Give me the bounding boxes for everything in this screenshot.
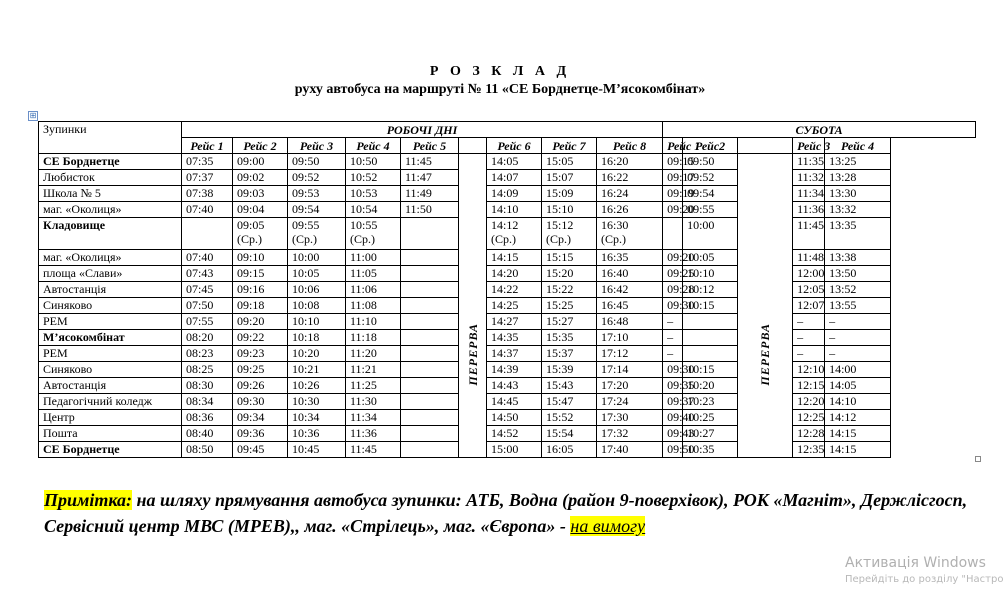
time-cell: 09:03 xyxy=(233,186,288,202)
stop-name: М’ясокомбінат xyxy=(39,330,182,346)
time-cell: 13:52 xyxy=(825,282,891,298)
time-cell: 07:35 xyxy=(182,154,233,170)
time-cell: 10:05 xyxy=(288,266,346,282)
time-cell: 10:18 xyxy=(288,330,346,346)
time-cell: 16:48 xyxy=(597,314,663,330)
time-cell: 10:30 xyxy=(288,394,346,410)
time-cell xyxy=(182,218,233,250)
time-cell: 10:45 xyxy=(288,442,346,458)
time-cell: 10:00 xyxy=(683,218,738,250)
time-cell: 11:10 xyxy=(346,314,401,330)
time-cell: 08:30 xyxy=(182,378,233,394)
time-cell: 15:09 xyxy=(542,186,597,202)
stop-name: РЕМ xyxy=(39,346,182,362)
time-cell: 10:15 xyxy=(683,298,738,314)
table-row xyxy=(39,426,976,442)
saturday-header: СУБОТА xyxy=(663,122,976,138)
time-cell xyxy=(401,378,459,394)
time-cell: 10:54 xyxy=(346,202,401,218)
time-cell: 11:50 xyxy=(401,202,459,218)
stop-name: Центр xyxy=(39,410,182,426)
time-cell: 13:28 xyxy=(825,170,891,186)
table-row xyxy=(39,282,976,298)
time-cell: 09:25 xyxy=(663,266,683,282)
table-row xyxy=(39,330,976,346)
table-row xyxy=(39,170,976,186)
time-cell: 10:26 xyxy=(288,378,346,394)
time-cell: 13:55 xyxy=(825,298,891,314)
time-cell: 12:00 xyxy=(793,266,825,282)
time-cell: 10:00 xyxy=(288,250,346,266)
time-cell xyxy=(663,218,683,250)
time-cell: 14:07 xyxy=(487,170,542,186)
time-cell: 15:10 xyxy=(542,202,597,218)
time-cell: 15:25 xyxy=(542,298,597,314)
time-cell: 16:22 xyxy=(597,170,663,186)
time-cell: 16:40 xyxy=(597,266,663,282)
time-cell: 11:45 xyxy=(346,442,401,458)
time-cell xyxy=(683,330,738,346)
time-cell: 14:05 xyxy=(487,154,542,170)
time-cell: 12:20 xyxy=(793,394,825,410)
time-cell: 14:20 xyxy=(487,266,542,282)
timetable xyxy=(38,121,976,458)
time-cell: 14:27 xyxy=(487,314,542,330)
trip-header: Рейс 5 xyxy=(401,138,459,154)
windows-activation-watermark: Активація Windows xyxy=(845,555,986,571)
time-cell: 09:55 (Ср.) xyxy=(288,218,346,250)
time-cell: 15:37 xyxy=(542,346,597,362)
time-cell: 11:18 xyxy=(346,330,401,346)
time-cell: 14:12 (Ср.) xyxy=(487,218,542,250)
note-label: Примітка: xyxy=(44,490,133,510)
time-cell: – xyxy=(663,346,683,362)
time-cell: 08:36 xyxy=(182,410,233,426)
time-cell: 09:20 xyxy=(233,314,288,330)
stop-name: площа «Слави» xyxy=(39,266,182,282)
time-cell: 17:24 xyxy=(597,394,663,410)
stop-name: Педагогічний коледж xyxy=(39,394,182,410)
time-cell: 12:07 xyxy=(793,298,825,314)
time-cell: 09:52 xyxy=(288,170,346,186)
time-cell: 09:26 xyxy=(233,378,288,394)
table-row xyxy=(39,314,976,330)
time-cell: 07:40 xyxy=(182,202,233,218)
table-row xyxy=(39,346,976,362)
time-cell: 09:30 xyxy=(663,362,683,378)
time-cell: 11:06 xyxy=(346,282,401,298)
time-cell: 10:10 xyxy=(683,266,738,282)
time-cell: 11:21 xyxy=(346,362,401,378)
time-cell: 12:05 xyxy=(793,282,825,298)
time-cell: 09:50 xyxy=(663,442,683,458)
time-cell: 09:23 xyxy=(233,346,288,362)
time-cell: 14:10 xyxy=(487,202,542,218)
time-cell: 10:20 xyxy=(683,378,738,394)
time-cell: 07:37 xyxy=(182,170,233,186)
time-cell: 09:15 xyxy=(233,266,288,282)
time-cell xyxy=(401,410,459,426)
time-cell: 10:34 xyxy=(288,410,346,426)
time-cell: 09:15 xyxy=(663,154,683,170)
table-row xyxy=(39,362,976,378)
time-cell: 15:52 xyxy=(542,410,597,426)
time-cell: 10:55 (Ср.) xyxy=(346,218,401,250)
time-cell: 10:35 xyxy=(683,442,738,458)
time-cell: 09:54 xyxy=(683,186,738,202)
time-cell: 14:22 xyxy=(487,282,542,298)
time-cell: 09:00 xyxy=(233,154,288,170)
time-cell: 14:12 xyxy=(825,410,891,426)
time-cell: – xyxy=(663,330,683,346)
time-cell: 16:35 xyxy=(597,250,663,266)
time-cell: 15:07 xyxy=(542,170,597,186)
trip-header: Рейс 4 xyxy=(346,138,401,154)
time-cell: 14:15 xyxy=(487,250,542,266)
time-cell: 10:06 xyxy=(288,282,346,298)
time-cell: 10:20 xyxy=(288,346,346,362)
time-cell: 17:12 xyxy=(597,346,663,362)
time-cell: 13:25 xyxy=(825,154,891,170)
trip-header: Рейс 4 xyxy=(825,138,891,154)
time-cell: 17:10 xyxy=(597,330,663,346)
time-cell: 12:15 xyxy=(793,378,825,394)
time-cell xyxy=(401,362,459,378)
time-cell: 14:50 xyxy=(487,410,542,426)
time-cell: 09:22 xyxy=(233,330,288,346)
stop-name: РЕМ xyxy=(39,314,182,330)
time-cell: 07:55 xyxy=(182,314,233,330)
trip-header-gap xyxy=(459,138,487,154)
time-cell xyxy=(401,426,459,442)
time-cell: 09:10 xyxy=(233,250,288,266)
time-cell: 10:53 xyxy=(346,186,401,202)
trip-header-gap xyxy=(738,138,793,154)
time-cell: 16:42 xyxy=(597,282,663,298)
note-text: на шляху прямування автобуса зупинки: АТБ, Водна (район 9-поверхівок), РОК «Магніт», Держлісгосп, Сервісний центр МВС (МРЕВ),, маг. «Стрілець», маг. «Європа» - xyxy=(44,490,968,536)
time-cell xyxy=(401,394,459,410)
time-cell xyxy=(401,346,459,362)
time-cell: 11:34 xyxy=(793,186,825,202)
time-cell: 08:40 xyxy=(182,426,233,442)
time-cell: 09:54 xyxy=(288,202,346,218)
time-cell: 17:32 xyxy=(597,426,663,442)
time-cell: 14:37 xyxy=(487,346,542,362)
time-cell: 15:15 xyxy=(542,250,597,266)
time-cell xyxy=(683,346,738,362)
time-cell: 07:45 xyxy=(182,282,233,298)
time-cell: 08:20 xyxy=(182,330,233,346)
time-cell: 12:35 xyxy=(793,442,825,458)
time-cell: 09:50 xyxy=(288,154,346,170)
time-cell: 07:40 xyxy=(182,250,233,266)
table-row xyxy=(39,186,976,202)
time-cell: 07:38 xyxy=(182,186,233,202)
time-cell: 10:27 xyxy=(683,426,738,442)
time-cell: 14:00 xyxy=(825,362,891,378)
time-cell: 15:35 xyxy=(542,330,597,346)
time-cell: 10:50 xyxy=(346,154,401,170)
trip-header: Рейс2 xyxy=(683,138,738,154)
time-cell: 14:05 xyxy=(825,378,891,394)
stop-name: Синяково xyxy=(39,362,182,378)
time-cell: – xyxy=(793,330,825,346)
time-cell: 15:00 xyxy=(487,442,542,458)
time-cell: 15:05 xyxy=(542,154,597,170)
time-cell: 10:36 xyxy=(288,426,346,442)
break-column-workdays xyxy=(459,154,487,458)
time-cell: 09:05 (Ср.) xyxy=(233,218,288,250)
table-row xyxy=(39,154,976,170)
stop-name: Школа № 5 xyxy=(39,186,182,202)
trip-header: Рейс 7 xyxy=(542,138,597,154)
time-cell xyxy=(401,250,459,266)
time-cell: 16:30 (Ср.) xyxy=(597,218,663,250)
time-cell: 13:38 xyxy=(825,250,891,266)
time-cell: 10:05 xyxy=(683,250,738,266)
table-row xyxy=(39,394,976,410)
break-column-saturday xyxy=(738,154,793,458)
time-cell xyxy=(401,266,459,282)
time-cell: 14:15 xyxy=(825,426,891,442)
table-row xyxy=(39,298,976,314)
time-cell xyxy=(401,330,459,346)
schedule-subtitle: руху автобуса на маршруті № 11 «СЕ Борднетце-М’ясокомбінат» xyxy=(294,82,706,97)
time-cell: 09:30 xyxy=(663,298,683,314)
time-cell: 15:39 xyxy=(542,362,597,378)
time-cell xyxy=(683,314,738,330)
time-cell: 11:49 xyxy=(401,186,459,202)
time-cell: 14:15 xyxy=(825,442,891,458)
time-cell: 09:02 xyxy=(233,170,288,186)
table-row xyxy=(39,218,976,250)
time-cell: 09:45 xyxy=(233,442,288,458)
time-cell: 09:55 xyxy=(683,202,738,218)
time-cell: 11:47 xyxy=(401,170,459,186)
time-cell: 13:35 xyxy=(825,218,891,250)
stop-name: Автостанція xyxy=(39,378,182,394)
time-cell: 11:35 xyxy=(793,154,825,170)
windows-activation-subtext: Перейдіть до розділу "Настро xyxy=(845,574,1003,585)
time-cell: 09:50 xyxy=(683,154,738,170)
stop-name: Синяково xyxy=(39,298,182,314)
time-cell: 10:21 xyxy=(288,362,346,378)
time-cell: 09:28 xyxy=(663,282,683,298)
break-label-workdays: ПЕРЕРВА xyxy=(465,322,480,386)
time-cell: 12:25 xyxy=(793,410,825,426)
time-cell: 09:20 xyxy=(663,202,683,218)
time-cell: 17:14 xyxy=(597,362,663,378)
time-cell: 10:08 xyxy=(288,298,346,314)
time-cell: 11:36 xyxy=(793,202,825,218)
table-resize-handle[interactable] xyxy=(975,456,981,462)
time-cell: 17:40 xyxy=(597,442,663,458)
time-cell: 11:25 xyxy=(346,378,401,394)
table-row xyxy=(39,378,976,394)
time-cell: 09:20 xyxy=(663,250,683,266)
table-row xyxy=(39,410,976,426)
time-cell: – xyxy=(825,330,891,346)
time-cell: 15:47 xyxy=(542,394,597,410)
time-cell: 09:16 xyxy=(233,282,288,298)
time-cell: 08:34 xyxy=(182,394,233,410)
time-cell: 11:34 xyxy=(346,410,401,426)
time-cell: 09:36 xyxy=(233,426,288,442)
trip-header: Рейс 8 xyxy=(597,138,663,154)
time-cell: 16:45 xyxy=(597,298,663,314)
trip-header: Рейс 1 xyxy=(182,138,233,154)
stop-name: СЕ Борднетце xyxy=(39,442,182,458)
time-cell: 11:20 xyxy=(346,346,401,362)
time-cell: 10:52 xyxy=(346,170,401,186)
note-on-demand: на вимогу xyxy=(570,516,646,536)
time-cell: 17:30 xyxy=(597,410,663,426)
time-cell xyxy=(401,442,459,458)
time-cell: 12:10 xyxy=(793,362,825,378)
time-cell: 14:43 xyxy=(487,378,542,394)
time-cell: 14:45 xyxy=(487,394,542,410)
time-cell: 08:50 xyxy=(182,442,233,458)
time-cell: 09:25 xyxy=(233,362,288,378)
time-cell: 16:24 xyxy=(597,186,663,202)
time-cell: 09:35 xyxy=(663,378,683,394)
time-cell: 11:36 xyxy=(346,426,401,442)
time-cell: 07:43 xyxy=(182,266,233,282)
time-cell: – xyxy=(825,346,891,362)
time-cell: 09:53 xyxy=(288,186,346,202)
time-cell: 13:30 xyxy=(825,186,891,202)
table-row xyxy=(39,442,976,458)
stop-name: СЕ Борднетце xyxy=(39,154,182,170)
time-cell: 09:43 xyxy=(663,426,683,442)
table-row xyxy=(39,250,976,266)
time-cell: 15:22 xyxy=(542,282,597,298)
time-cell: – xyxy=(793,346,825,362)
time-cell: 14:09 xyxy=(487,186,542,202)
time-cell: 17:20 xyxy=(597,378,663,394)
time-cell: 12:28 xyxy=(793,426,825,442)
time-cell: 11:48 xyxy=(793,250,825,266)
time-cell: 16:26 xyxy=(597,202,663,218)
time-cell xyxy=(401,298,459,314)
time-cell: 11:45 xyxy=(793,218,825,250)
time-cell: 09:30 xyxy=(233,394,288,410)
stop-name: Пошта xyxy=(39,426,182,442)
time-cell: 16:05 xyxy=(542,442,597,458)
time-cell: 11:00 xyxy=(346,250,401,266)
time-cell: 13:50 xyxy=(825,266,891,282)
table-row xyxy=(39,202,976,218)
stop-name: Кладовище xyxy=(39,218,182,250)
time-cell: 09:34 xyxy=(233,410,288,426)
table-row xyxy=(39,266,976,282)
time-cell: – xyxy=(663,314,683,330)
time-cell: 08:23 xyxy=(182,346,233,362)
footnote xyxy=(44,487,974,539)
break-label-saturday: ПЕРЕРВА xyxy=(758,322,773,386)
time-cell: 14:35 xyxy=(487,330,542,346)
time-cell: 14:52 xyxy=(487,426,542,442)
table-move-handle-icon[interactable]: ⊞ xyxy=(29,111,37,120)
time-cell: 15:54 xyxy=(542,426,597,442)
time-cell: 16:20 xyxy=(597,154,663,170)
time-cell: 09:52 xyxy=(683,170,738,186)
time-cell: 10:25 xyxy=(683,410,738,426)
time-cell: – xyxy=(825,314,891,330)
time-cell: 11:45 xyxy=(401,154,459,170)
time-cell xyxy=(401,218,459,250)
time-cell: 09:04 xyxy=(233,202,288,218)
stop-name: Автостанція xyxy=(39,282,182,298)
time-cell: 09:40 xyxy=(663,410,683,426)
trip-header: Рейс 6 xyxy=(487,138,542,154)
time-cell: 11:05 xyxy=(346,266,401,282)
stop-name: маг. «Околиця» xyxy=(39,250,182,266)
time-cell: 09:37 xyxy=(663,394,683,410)
time-cell: 14:25 xyxy=(487,298,542,314)
trip-header: Рейс 1 xyxy=(663,138,683,154)
stop-name: маг. «Околиця» xyxy=(39,202,182,218)
time-cell: 09:17 xyxy=(663,170,683,186)
time-cell xyxy=(401,282,459,298)
trip-header: Рейс 2 xyxy=(233,138,288,154)
trip-header: Рейс 3 xyxy=(793,138,825,154)
time-cell: 09:18 xyxy=(233,298,288,314)
schedule-title: Р О З К Л А Д xyxy=(429,64,571,79)
time-cell: 09:19 xyxy=(663,186,683,202)
time-cell: 15:20 xyxy=(542,266,597,282)
time-cell: 15:27 xyxy=(542,314,597,330)
stop-name: Любисток xyxy=(39,170,182,186)
time-cell: 08:25 xyxy=(182,362,233,378)
time-cell: 14:39 xyxy=(487,362,542,378)
time-cell: 11:08 xyxy=(346,298,401,314)
workdays-header: РОБОЧІ ДНІ xyxy=(182,122,663,138)
time-cell: 11:30 xyxy=(346,394,401,410)
stops-header: Зупинки xyxy=(39,122,182,154)
time-cell: 07:50 xyxy=(182,298,233,314)
time-cell: 10:10 xyxy=(288,314,346,330)
time-cell: 10:12 xyxy=(683,282,738,298)
time-cell: 15:43 xyxy=(542,378,597,394)
time-cell xyxy=(401,314,459,330)
time-cell: 11:32 xyxy=(793,170,825,186)
time-cell: 13:32 xyxy=(825,202,891,218)
time-cell: – xyxy=(793,314,825,330)
time-cell: 10:23 xyxy=(683,394,738,410)
time-cell: 14:10 xyxy=(825,394,891,410)
trip-header: Рейс 3 xyxy=(288,138,346,154)
time-cell: 10:15 xyxy=(683,362,738,378)
time-cell: 15:12 (Ср.) xyxy=(542,218,597,250)
